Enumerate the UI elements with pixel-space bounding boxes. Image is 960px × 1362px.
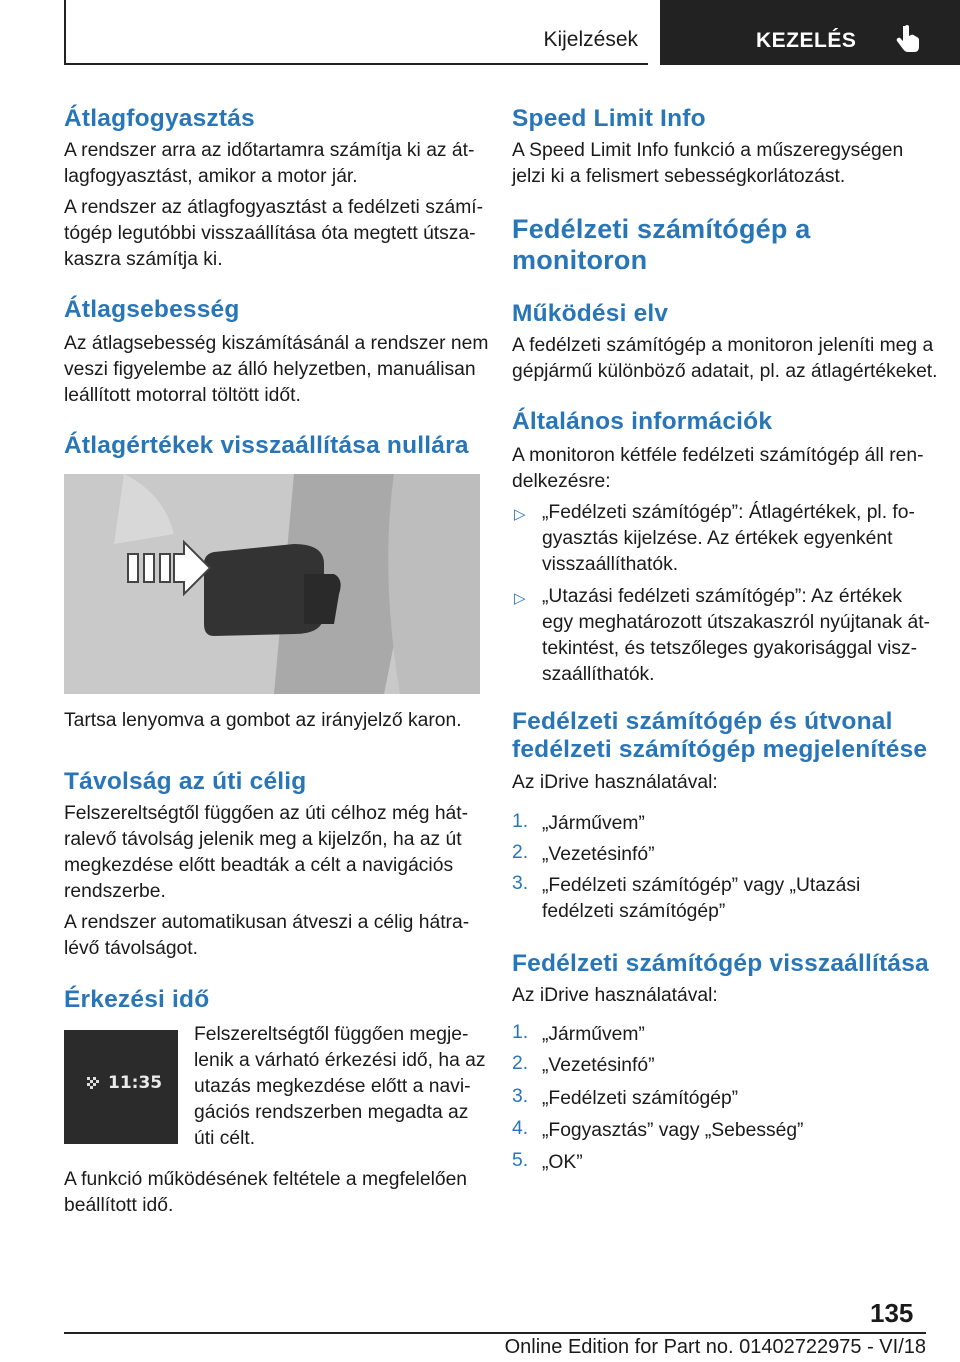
heading-line: fedélzeti számítógép megjelenítése xyxy=(512,736,928,763)
text-line: beállított idő. xyxy=(64,1195,174,1216)
text-line: Felszereltségtől függően megje- xyxy=(194,1024,469,1045)
text-line: delkezésre: xyxy=(512,471,611,492)
bullet-triangle-icon: ▷ xyxy=(514,506,526,523)
bullet-item xyxy=(542,500,915,578)
text-line: lagfogyasztást, amikor a motor jár. xyxy=(64,166,358,187)
step-item xyxy=(542,1086,738,1112)
header-chapter-label: KEZELÉS xyxy=(756,29,857,52)
bullet-item xyxy=(542,584,930,688)
speed-limit-text xyxy=(512,138,903,190)
heading-line: monitoron xyxy=(512,245,648,275)
heading-display-board-computer xyxy=(512,708,927,764)
step-item xyxy=(542,1150,583,1176)
text-line: egy meghatározott útszakaszról nyújtanak át- xyxy=(542,612,930,633)
text-line: Az átlagsebesség kiszámításánál a rendszer nem xyxy=(64,333,489,354)
heading-line: Fedélzeti számítógép és útvonal xyxy=(512,708,893,735)
turn-signal-lever-photo xyxy=(64,474,480,694)
arrival-text-2 xyxy=(64,1167,467,1219)
text-line: gyasztás kijelzése. Az értékek egyenként xyxy=(542,528,893,549)
step-number: 1. xyxy=(512,811,529,832)
text-line: Tartsa lenyomva a gombot az irányjelző karon. xyxy=(64,710,462,731)
step-number: 5. xyxy=(512,1150,529,1171)
heading-board-computer-monitor xyxy=(512,214,810,276)
step-item xyxy=(542,811,645,837)
avg-consumption-text-1 xyxy=(64,138,474,190)
text-line: A funkció működésének feltétele a megfelelően xyxy=(64,1169,468,1190)
footer-edition: Online Edition for Part no. 01402722975 - VI/18 xyxy=(504,1336,926,1358)
heading-reset-board-computer: Fedélzeti számítógép visszaállítása xyxy=(512,950,929,977)
text-line: „OK” xyxy=(542,1152,583,1173)
text-line: tógép legutóbbi visszaállítása óta megtett útsza- xyxy=(64,223,476,244)
heading-arrival-time: Érkezési idő xyxy=(64,986,210,1013)
text-line: megkezdése előtt beadták a célt a navigációs xyxy=(64,855,454,876)
text-line: fedélzeti számítógép” xyxy=(542,901,726,922)
flag-icon xyxy=(86,1076,102,1092)
step-item xyxy=(542,1118,803,1144)
text-line: Felszereltségtől függően az úti célhoz még hát- xyxy=(64,803,469,824)
text-line: lévő távolságot. xyxy=(64,938,198,959)
text-line: „Fogyasztás” vagy „Sebesség” xyxy=(542,1120,804,1141)
heading-operating-principle: Működési elv xyxy=(512,300,669,327)
text-line: utazás megkezdése előtt a navi- xyxy=(194,1076,471,1097)
text-line: gációs rendszerben megadta az xyxy=(194,1102,469,1123)
text-line: A rendszer arra az időtartamra számítja ki az át- xyxy=(64,140,475,161)
text-line: szaállíthatók. xyxy=(542,664,655,685)
pointing-hand-icon xyxy=(892,22,924,54)
general-text xyxy=(512,443,924,495)
header-chapter-tab xyxy=(660,0,960,65)
step-item xyxy=(542,873,860,925)
text-line: leállított motorral töltött időt. xyxy=(64,385,301,406)
text-line: „Fedélzeti számítógép” xyxy=(542,1088,739,1109)
text-line: „Fedélzeti számítógép” vagy „Utazási xyxy=(542,875,861,896)
step-number: 3. xyxy=(512,873,529,894)
text-line: visszaállíthatók. xyxy=(542,554,679,575)
heading-avg-consumption: Átlagfogyasztás xyxy=(64,105,255,132)
reset-caption xyxy=(64,708,462,734)
text-line: gépjármű különböző adatait, pl. az átlagértékeket. xyxy=(512,361,938,382)
text-line: „Fedélzeti számítógép”: Átlagértékek, pl. fo- xyxy=(542,502,915,523)
text-line: Az iDrive használatával: xyxy=(512,985,718,1006)
reset-intro xyxy=(512,983,718,1009)
text-line: „Utazási fedélzeti számítógép”: Az értékek xyxy=(542,586,903,607)
step-number: 2. xyxy=(512,1053,529,1074)
heading-avg-speed: Átlagsebesség xyxy=(64,296,240,323)
text-line: A Speed Limit Info funkció a műszeregységen xyxy=(512,140,904,161)
principle-text xyxy=(512,333,938,385)
avg-speed-text xyxy=(64,331,488,409)
text-line: lenik a várható érkezési idő, ha az xyxy=(194,1050,486,1071)
step-number: 2. xyxy=(512,842,529,863)
text-line: kaszra számítja ki. xyxy=(64,249,223,270)
arrival-time-value: 11:35 xyxy=(108,1073,163,1093)
heading-general-info: Általános információk xyxy=(512,408,773,435)
step-item xyxy=(542,1053,655,1079)
step-number: 1. xyxy=(512,1022,529,1043)
page-number: 135 xyxy=(870,1298,914,1328)
step-item xyxy=(542,1022,645,1048)
bullet-triangle-icon: ▷ xyxy=(514,590,526,607)
step-number: 4. xyxy=(512,1118,529,1139)
text-line: „Vezetésinfó” xyxy=(542,844,655,865)
arrival-text xyxy=(194,1022,486,1152)
text-line: úti célt. xyxy=(194,1128,256,1149)
distance-text-2 xyxy=(64,910,469,962)
distance-text-1 xyxy=(64,801,468,905)
avg-consumption-text-2 xyxy=(64,195,483,273)
display-intro xyxy=(512,770,718,796)
header-rule-left xyxy=(64,0,66,65)
text-line: Az iDrive használatával: xyxy=(512,772,718,793)
text-line: „Járművem” xyxy=(542,1024,645,1045)
heading-reset-averages: Átlagértékek visszaállítása nullára xyxy=(64,432,469,459)
text-line: veszi figyelembe az álló helyzetben, manuálisan xyxy=(64,359,476,380)
step-item xyxy=(542,842,655,868)
text-line: A rendszer az átlagfogyasztást a fedélzeti számí- xyxy=(64,197,484,218)
heading-line: Fedélzeti számítógép a xyxy=(512,214,811,244)
text-line: „Vezetésinfó” xyxy=(542,1055,655,1076)
text-line: tekintést, és tetszőleges gyakorisággal visz- xyxy=(542,638,918,659)
footer-rule xyxy=(64,1332,926,1334)
text-line: A monitoron kétféle fedélzeti számítógép áll ren- xyxy=(512,445,924,466)
lever-illustration xyxy=(64,474,480,694)
text-line: A fedélzeti számítógép a monitoron jeleníti meg a xyxy=(512,335,934,356)
text-line: A rendszer automatikusan átveszi a célig hátra- xyxy=(64,912,470,933)
header-section-title: Kijelzések xyxy=(543,28,638,51)
step-number: 3. xyxy=(512,1086,529,1107)
text-line: rendszerbe. xyxy=(64,881,166,902)
heading-speed-limit-info: Speed Limit Info xyxy=(512,105,706,132)
text-line: ralevő távolság jelenik meg a kijelzőn, ha az út xyxy=(64,829,462,850)
header-rule-bottom xyxy=(64,63,648,65)
text-line: jelzi ki a felismert sebességkorlátozást. xyxy=(512,166,846,187)
arrival-time-display xyxy=(64,1030,178,1144)
text-line: „Járművem” xyxy=(542,813,645,834)
heading-distance-to-destination: Távolság az úti célig xyxy=(64,768,307,795)
